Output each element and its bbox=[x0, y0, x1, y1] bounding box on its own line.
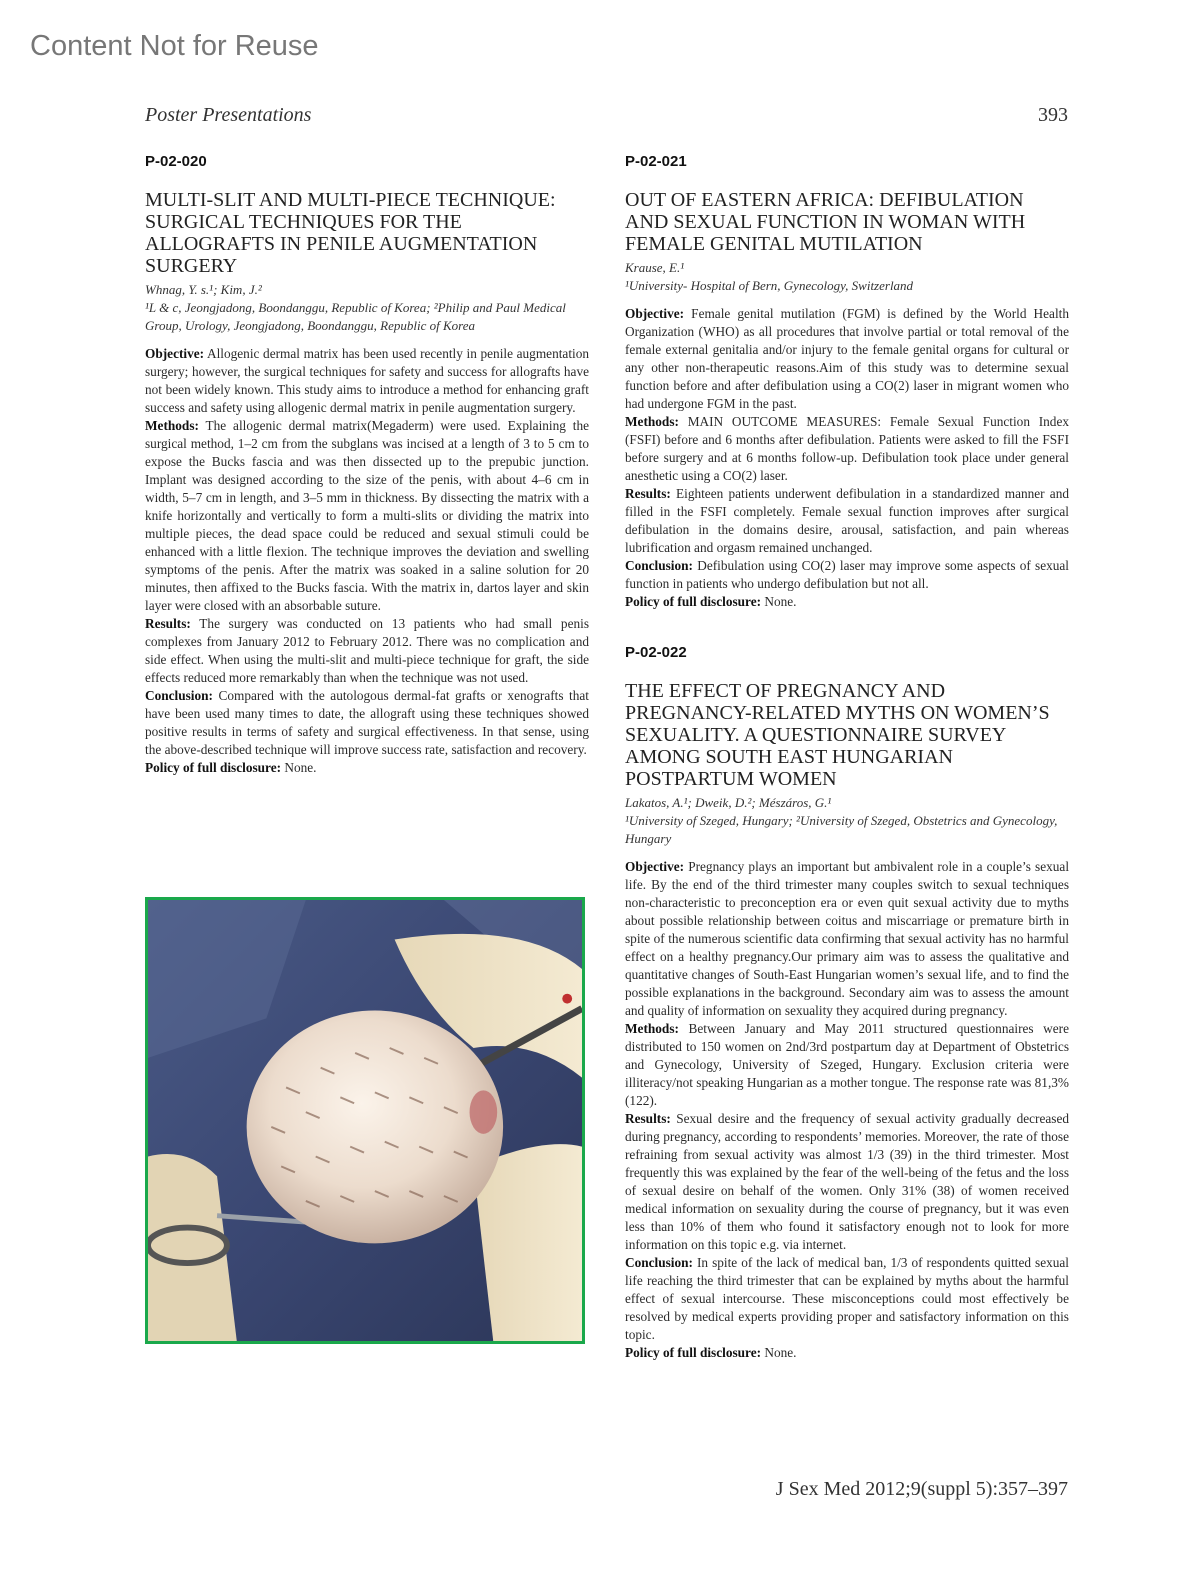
section-methods bbox=[145, 417, 589, 615]
page-number: 393 bbox=[1038, 104, 1068, 126]
abstract-title: MULTI-SLIT AND MULTI-PIECE TECHNIQUE: SURGICAL TECHNIQUES FOR THE ALLOGRAFTS IN PENILE AUGMENTATION SURGERY bbox=[145, 189, 556, 277]
section-label: Objective: bbox=[625, 306, 685, 321]
journal-citation: J Sex Med 2012;9(suppl 5):357–397 bbox=[775, 1478, 1068, 1500]
section-label: Methods: bbox=[625, 414, 679, 429]
section-text: The surgery was conducted on 13 patients who had small penis complexes from January 2012 to February 2012. There was no complication and side effect. When using the multi-slit and multi-piece technique for graft, the side effects reduced more remarkably than when the technique was not used. bbox=[145, 616, 589, 685]
section-text: Pregnancy plays an important but ambivalent role in a couple’s sexual life. By the end of the third trimester many couples switch to sexual techniques non-characteristic to preconception era or even quit sexual activity due to myths about possible relationship between coitus and miscarriage or premature birth in spite of the numerous scientific data confirming that sexual activity has no harmful effect on a healthy pregnancy.Our primary aim was to assess the qualitative and quantitative changes of South-East Hungarian women’s sexual life, and to find the possible explanations in the background. Secondary aim was to assess the amount and quality of information on sexuality they acquired during pregnancy. bbox=[625, 859, 1070, 1018]
section-conclusion bbox=[145, 687, 589, 759]
authors: Lakatos, A.¹; Dweik, D.²; Mészáros, G.¹ bbox=[625, 795, 832, 810]
authors: Krause, E.¹ bbox=[625, 260, 685, 275]
section-text: Female genital mutilation (FGM) is defined by the World Health Organization (WHO) as all procedures that involve partial or total removal of the female external genitalia and/or injury to the female genital organs for cultural or any other non-therapeutic reasons.Aim of this study was to determine sexual function before and after defibulation using a CO(2) laser in migrant women who had undergone FGM in the past. bbox=[625, 306, 1070, 411]
section-text: None. bbox=[284, 760, 317, 775]
affiliations: ¹University- Hospital of Bern, Gynecology, Switzerland bbox=[625, 278, 914, 293]
section-label: Policy of full disclosure: bbox=[145, 760, 282, 775]
affiliations: ¹University of Szeged, Hungary; ²University of Szeged, Obstetrics and Gynecology, Hungary bbox=[625, 813, 1058, 846]
section-results bbox=[145, 615, 589, 687]
section-label: Methods: bbox=[145, 418, 199, 433]
section-text: MAIN OUTCOME MEASURES: Female Sexual Function Index (FSFI) before and 6 months after defibulation. Patients were asked to fill the FSFI before surgery and at 6 months follow-up. Defibulation took place under general anesthetic using a CO(2) laser. bbox=[625, 414, 1070, 483]
section-text: Sexual desire and the frequency of sexual activity gradually decreased during pregnancy, according to respondents’ memories. Moreover, the rate of those refraining from sexual activity was almost 1/3 (39) in the third trimester. Most frequently this was explained by the fear of the well-being of the fetus and the loss of sexual desire on behalf of the women. Only 31% (38) of women received medical information on sexuality during the course of pregnancy, but it was even less than 10% of them who found it satisfactory enough not to look for more information on this topic e.g. via internet. bbox=[625, 1111, 1069, 1252]
section-label: Objective: bbox=[625, 859, 685, 874]
section-methods bbox=[625, 413, 1069, 485]
abstract-title: THE EFFECT OF PREGNANCY AND PREGNANCY-RELATED MYTHS ON WOMEN’S SEXUALITY. A QUESTIONNAIRE SURVEY AMONG SOUTH EAST HUNGARIAN POSTPARTUM WOMEN bbox=[625, 680, 1050, 790]
section-conclusion bbox=[625, 1254, 1069, 1344]
surgical-photo bbox=[145, 897, 585, 1344]
section-disclosure bbox=[625, 1344, 1069, 1362]
section-disclosure bbox=[625, 593, 1069, 611]
section-results bbox=[625, 485, 1069, 557]
abstract-p-02-020 bbox=[145, 153, 589, 777]
section-text: None. bbox=[764, 1345, 797, 1360]
section-text: Compared with the autologous dermal-fat grafts or xenografts that have been used many times to date, the allograft using these techniques showed positive results in terms of safety and surgical effectiveness. In that sense, using the above-described technique will improve success rate, satisfaction and recovery. bbox=[145, 688, 589, 757]
section-text: None. bbox=[764, 594, 797, 609]
left-column bbox=[145, 153, 589, 777]
section-text: In spite of the lack of medical ban, 1/3 of respondents quitted sexual life reaching the third trimester that can be explained by myths about the harmful effect of sexual intercourse. These misconceptions could most effectively be resolved by medical experts providing proper and satisfactory information on this topic. bbox=[625, 1255, 1069, 1342]
section-label: Conclusion: bbox=[145, 688, 213, 703]
affiliations: ¹L & c, Jeongjadong, Boondanggu, Republic of Korea; ²Philip and Paul Medical Group, Urology, Jeongjadong, Boondanggu, Republic of Korea bbox=[145, 300, 566, 333]
section-objective bbox=[625, 305, 1069, 413]
section-text: The allogenic dermal matrix(Megaderm) were used. Explaining the surgical method, 1–2 cm from the subglans was incised at a length of 3 to 5 cm to expose the Bucks fascia and was then dissected up to the prepubic junction. Implant was designed according to the size of the penis, with about 4–6 cm in width, 5–7 cm in length, and 3–5 mm in thickness. By dissecting the matrix with a knife horizontally and vertically to form a multi-slits or dividing the matrix into multiple pieces, the dead space could be reduced and sexual stimuli could be enhanced with a little flexion. The technique improves the deviation and swelling symptoms of the penis. After the matrix was soaked in a saline solution for 20 minutes, then affixed to the Bucks fascia. With the matrix in, dartos layer and skin layer were closed with an absorbable suture. bbox=[145, 418, 589, 613]
abstract-p-02-022 bbox=[625, 644, 1069, 1362]
section-text: Between January and May 2011 structured questionnaires were distributed to 150 women on 2nd/3rd postpartum day at Department of Obstetrics and Gynecology, University of Szeged, Hungary. Exclusion criteria were illiteracy/not speaking Hungarian as a mother tongue. The response rate was 81,3% (122). bbox=[625, 1021, 1069, 1108]
running-head: Poster Presentations bbox=[145, 104, 312, 126]
section-disclosure bbox=[145, 759, 589, 777]
section-label: Results: bbox=[625, 1111, 671, 1126]
section-label: Methods: bbox=[625, 1021, 679, 1036]
section-label: Results: bbox=[625, 486, 671, 501]
watermark: Content Not for Reuse bbox=[30, 30, 319, 62]
section-objective bbox=[625, 858, 1069, 1020]
section-label: Policy of full disclosure: bbox=[625, 1345, 762, 1360]
authors: Whnag, Y. s.¹; Kim, J.² bbox=[145, 282, 262, 297]
section-label: Results: bbox=[145, 616, 191, 631]
abstract-id: P-02-020 bbox=[145, 153, 207, 170]
surgical-photo-image bbox=[148, 900, 582, 1341]
abstract-p-02-021 bbox=[625, 153, 1069, 611]
section-methods bbox=[625, 1020, 1069, 1110]
section-label: Conclusion: bbox=[625, 1255, 693, 1270]
section-objective bbox=[145, 345, 589, 417]
section-conclusion bbox=[625, 557, 1069, 593]
abstract-title: OUT OF EASTERN AFRICA: DEFIBULATION AND SEXUAL FUNCTION IN WOMAN WITH FEMALE GENITAL MUTILATION bbox=[625, 189, 1026, 255]
section-results bbox=[625, 1110, 1069, 1254]
section-text: Eighteen patients underwent defibulation in a standardized manner and filled in the FSFI completely. Female sexual function improves after surgical defibulation in the domains desire, arousal, satisfaction, and pain whereas lubrification and orgasm remained unchanged. bbox=[625, 486, 1069, 555]
section-label: Policy of full disclosure: bbox=[625, 594, 762, 609]
abstract-id: P-02-021 bbox=[625, 153, 687, 170]
section-text: Allogenic dermal matrix has been used recently in penile augmentation surgery; however, the surgical techniques for safety and success for allografts have not been widely known. This study aims to introduce a method for enhancing graft success and safety using allogenic dermal matrix in penile augmentation surgery. bbox=[145, 346, 589, 415]
section-label: Objective: bbox=[145, 346, 205, 361]
abstract-id: P-02-022 bbox=[625, 644, 687, 661]
section-text: Defibulation using CO(2) laser may improve some aspects of sexual function in patients who undergo defibulation but not all. bbox=[625, 558, 1070, 591]
section-label: Conclusion: bbox=[625, 558, 693, 573]
right-column bbox=[625, 153, 1069, 1362]
